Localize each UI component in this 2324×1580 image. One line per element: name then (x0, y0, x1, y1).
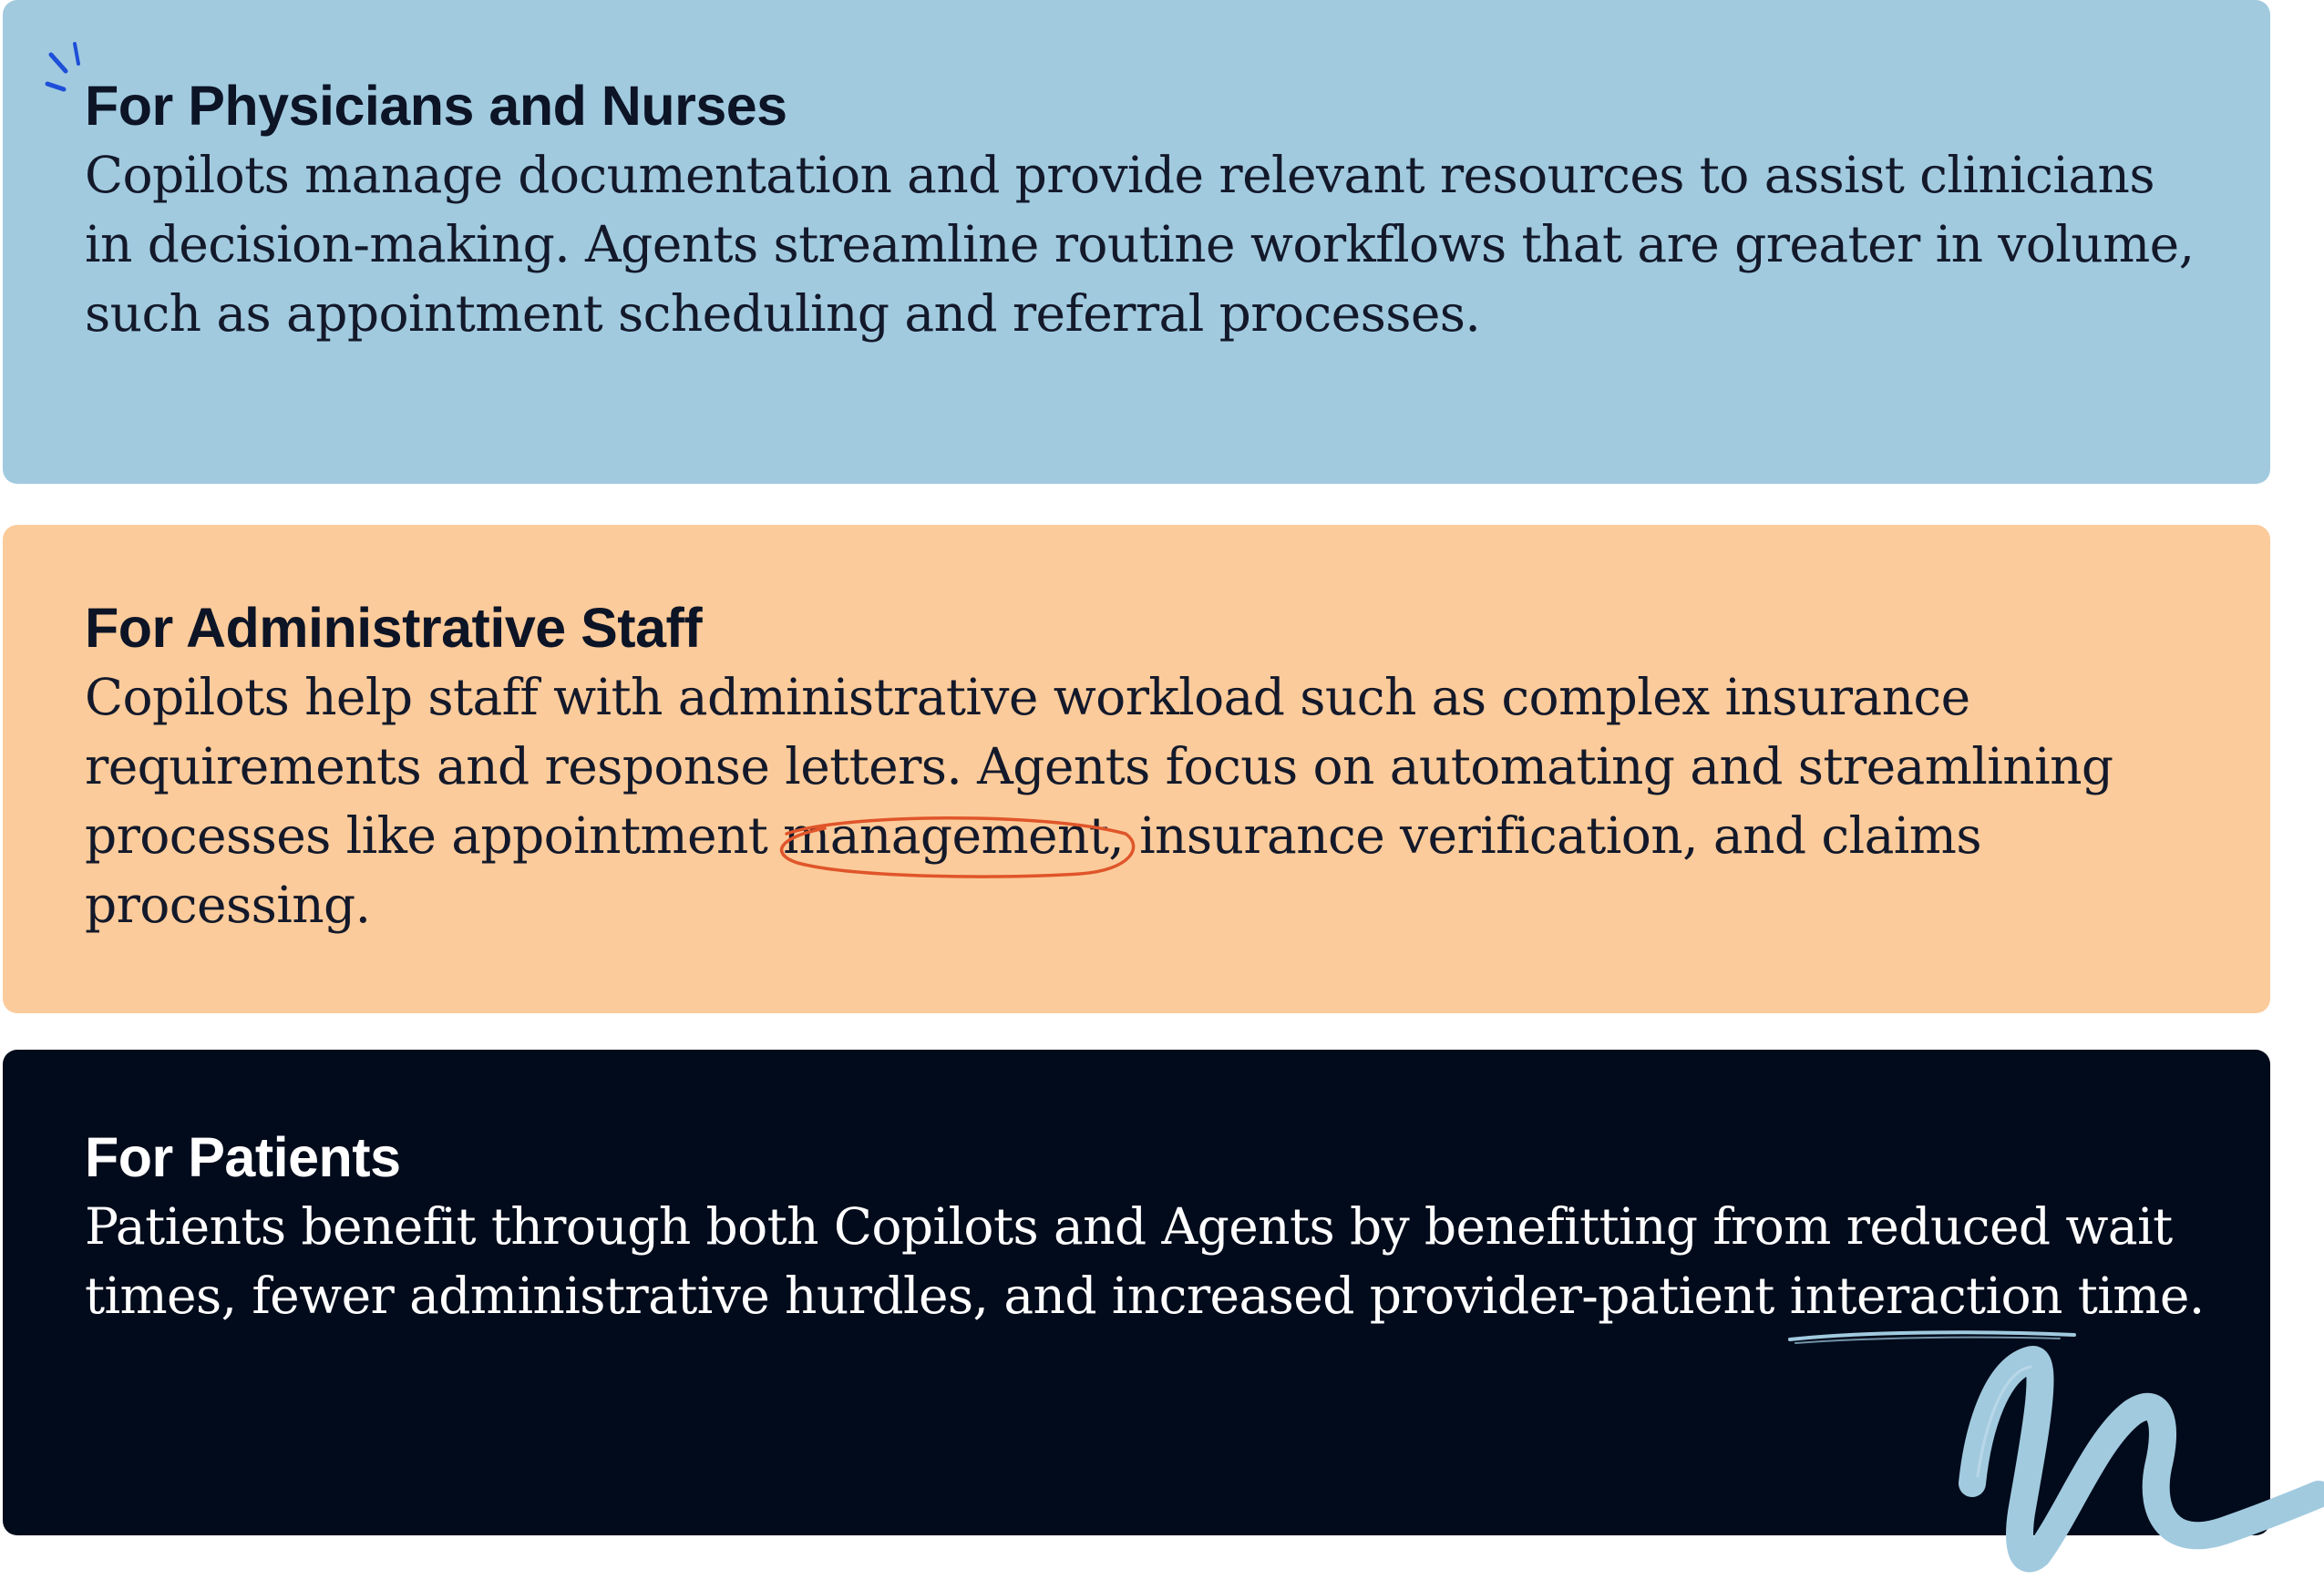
brush-squiggle-icon (1950, 1339, 2324, 1580)
card-title: For Patients (85, 1126, 401, 1188)
card-body-text: Patients benefit through both Copilots and Agents by benefitting from reduced wait times, fewer administrative hurdles, and increased provider-patient (85, 1197, 2173, 1325)
card-body (85, 1192, 2216, 1330)
card-body-text: time. (2062, 1267, 2205, 1325)
card-body-text: , insurance verification, and claims processing. (85, 806, 1981, 934)
card-body (85, 662, 2216, 939)
underlined-word-text: interaction (1789, 1267, 2062, 1325)
card-patients (3, 1050, 2270, 1535)
underlined-word (1790, 1261, 2062, 1330)
sparkle-icon (42, 38, 91, 102)
card-title: For Administrative Staff (85, 597, 703, 659)
card-body-text: Copilots help staff with administrative workload such as complex insurance requirements and response letters. Agents focus on automating and streamlining processes like appointment (85, 668, 2113, 865)
circled-word-text: management (783, 806, 1109, 865)
circled-word (783, 801, 1108, 870)
card-title: For Physicians and Nurses (85, 75, 787, 137)
card-physicians-nurses (3, 0, 2270, 484)
card-body: Copilots manage documentation and provide relevant resources to assist clinicians in decision-making. Agents streamline routine workflows that are greater in volume, such as appointment scheduling and referral processes. (85, 146, 2195, 343)
card-administrative-staff (3, 525, 2270, 1013)
